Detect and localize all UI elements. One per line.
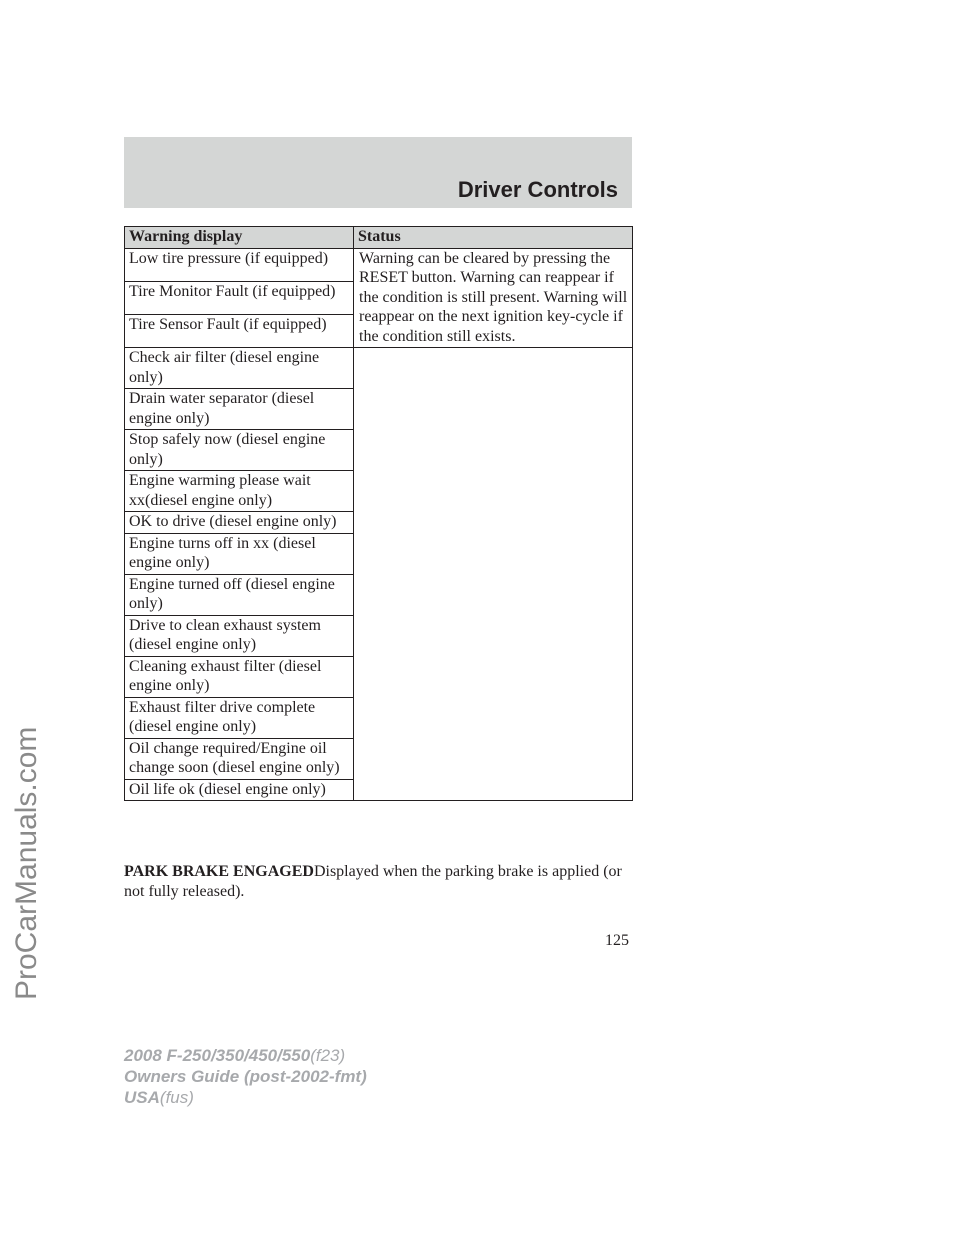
footer-model: 2008 F-250/350/450/550	[124, 1046, 311, 1065]
watermark: ProCarManuals.com	[10, 726, 43, 1000]
warning-display-cell: Engine warming please wait xx(diesel engine only)	[125, 471, 354, 512]
warning-display-cell: Engine turns off in xx (diesel engine only)	[125, 533, 354, 574]
table-row	[125, 348, 633, 389]
warning-display-cell: Engine turned off (diesel engine only)	[125, 574, 354, 615]
table-header-row	[125, 227, 633, 249]
footer-guide: Owners Guide (post-2002-fmt)	[124, 1067, 367, 1086]
column-header-status: Status	[354, 227, 633, 249]
warning-display-cell: OK to drive (diesel engine only)	[125, 512, 354, 534]
page-number: 125	[605, 932, 629, 949]
table-row	[125, 248, 633, 281]
footer-line-region	[124, 1087, 367, 1108]
warning-display-cell: Exhaust filter drive complete (diesel engine only)	[125, 697, 354, 738]
warning-display-cell: Cleaning exhaust filter (diesel engine only)	[125, 656, 354, 697]
warning-display-cell: Oil life ok (diesel engine only)	[125, 779, 354, 801]
warning-display-cell: Drain water separator (diesel engine only)	[125, 389, 354, 430]
footer-model-code: (f23)	[310, 1046, 346, 1065]
footer-line-guide	[124, 1066, 367, 1087]
footer-region: USA	[124, 1088, 160, 1107]
park-brake-label: PARK BRAKE ENGAGED	[124, 863, 314, 880]
status-cell-empty	[354, 348, 633, 801]
park-brake-paragraph	[124, 862, 634, 901]
warning-display-cell: Check air filter (diesel engine only)	[125, 348, 354, 389]
status-cell: Warning can be cleared by pressing the RESET button. Warning can reappear if the condition is still present. Warning will reappear on the next ignition key-cycle if the condition still exists.	[354, 248, 633, 348]
column-header-warning-display: Warning display	[125, 227, 354, 249]
warning-display-cell: Oil change required/Engine oil change soon (diesel engine only)	[125, 738, 354, 779]
footer-region-code: (fus)	[159, 1088, 194, 1107]
warning-display-cell: Tire Monitor Fault (if equipped)	[125, 281, 354, 314]
header-band	[124, 137, 632, 208]
footer-line-model	[124, 1045, 367, 1066]
warning-display-cell: Low tire pressure (if equipped)	[125, 248, 354, 281]
warning-display-cell: Drive to clean exhaust system (diesel engine only)	[125, 615, 354, 656]
section-title: Driver Controls	[457, 177, 618, 202]
park-brake-description: Displayed when the parking brake is applied (or not fully released).	[124, 863, 622, 900]
warning-display-cell: Tire Sensor Fault (if equipped)	[125, 314, 354, 347]
warning-display-table	[124, 226, 633, 801]
warning-display-cell: Stop safely now (diesel engine only)	[125, 430, 354, 471]
document-footer	[124, 1045, 367, 1108]
